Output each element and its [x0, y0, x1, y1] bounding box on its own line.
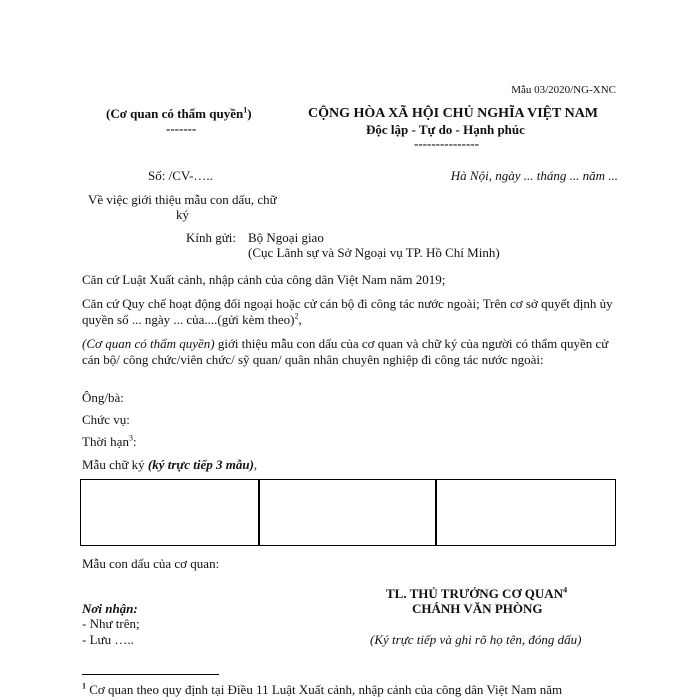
receivers-title: Nơi nhận: [82, 601, 138, 616]
signature-box-3 [435, 479, 616, 546]
receivers-item-1: - Như trên; [82, 616, 140, 631]
intro-text: giới thiệu mẫu con dấu của cơ quan và chữ ký của người có thẩm quyền cử cán bộ/ công chức/viên chức/ sỹ quan/ quân nhân chuyên nghiệp đi công tác nước ngoài: [82, 336, 609, 367]
recipient-line-2: (Cục Lãnh sự và Sở Ngoại vụ TP. Hồ Chí Minh) [248, 245, 500, 260]
footnote-1-num: 1 [82, 681, 86, 691]
seal-sample-label: Mẫu con dấu của cơ quan: [82, 556, 220, 571]
footnote-ref-1: 1 [243, 105, 248, 115]
agency-name: (Cơ quan có thẩm quyền [106, 106, 244, 121]
field-term-label: Thời hạn [82, 434, 129, 449]
legal-basis-2-end: , [298, 312, 302, 327]
field-name: Ông/bà: [82, 390, 124, 405]
footnote-1-text: Cơ quan theo quy định tại Điều 11 Luật Xuất cảnh, nhập cảnh của công dân Việt Nam năm [86, 682, 563, 697]
place-date: Hà Nội, ngày ... tháng ... năm ... [450, 168, 618, 183]
field-term-end: : [132, 434, 137, 449]
legal-basis-1: Căn cứ Luật Xuất cảnh, nhập cảnh của công dân Việt Nam năm 2019; [82, 272, 446, 287]
footnote-ref-4: 4 [563, 585, 568, 595]
signer-title-1 [386, 586, 567, 602]
signature-sample-label [82, 457, 257, 473]
field-position: Chức vụ: [82, 412, 130, 427]
nation-title: CỘNG HÒA XÃ HỘI CHỦ NGHĨA VIỆT NAM [308, 106, 599, 121]
form-code: Mẫu 03/2020/NG-XNC [511, 84, 616, 96]
legal-basis-2 [82, 296, 622, 328]
signature-sample-note: (ký trực tiếp 3 mẫu) [147, 457, 254, 472]
signature-box-1 [80, 479, 260, 546]
signature-sample-text: Mẫu chữ ký [82, 457, 148, 472]
agency-heading [106, 106, 252, 122]
introduction [82, 336, 622, 368]
intro-agency: (Cơ quan có thẩm quyền) [82, 336, 215, 351]
agency-underline: ------- [166, 121, 197, 136]
nation-motto: Độc lập - Tự do - Hạnh phúc [366, 122, 525, 137]
footnote-ref-3: 3 [128, 433, 133, 443]
footnote-ref-2: 2 [294, 311, 299, 321]
footnote-separator [82, 674, 219, 675]
subject-line-1: Về việc giới thiệu mẫu con dấu, chữ [88, 192, 277, 207]
legal-basis-2-text: Căn cứ Quy chế hoạt động đối ngoại hoặc cử cán bộ đi công tác nước ngoài; Trên cơ sở quyết định ủy quyền số ... ngày ... của....(gửi kèm theo) [82, 296, 613, 327]
recipient-label: Kính gửi: [186, 230, 237, 245]
footnote-1 [82, 682, 562, 698]
signature-sample-end: , [253, 457, 258, 472]
agency-close: ) [247, 106, 252, 121]
document-number: Số: /CV-….. [148, 168, 213, 183]
signer-title-2: CHÁNH VĂN PHÒNG [412, 601, 543, 616]
signer-title-1-text: TL. THỦ TRƯỞNG CƠ QUAN [386, 586, 564, 601]
receivers-item-2: - Lưu ….. [82, 632, 134, 647]
recipient-line-1: Bộ Ngoại giao [248, 230, 324, 245]
field-term [82, 434, 137, 450]
subject-line-2: ký [176, 207, 189, 222]
signature-box-2 [258, 479, 437, 546]
nation-underline: --------------- [414, 136, 479, 151]
signer-note: (Ký trực tiếp và ghi rõ họ tên, đóng dấu) [370, 632, 582, 647]
